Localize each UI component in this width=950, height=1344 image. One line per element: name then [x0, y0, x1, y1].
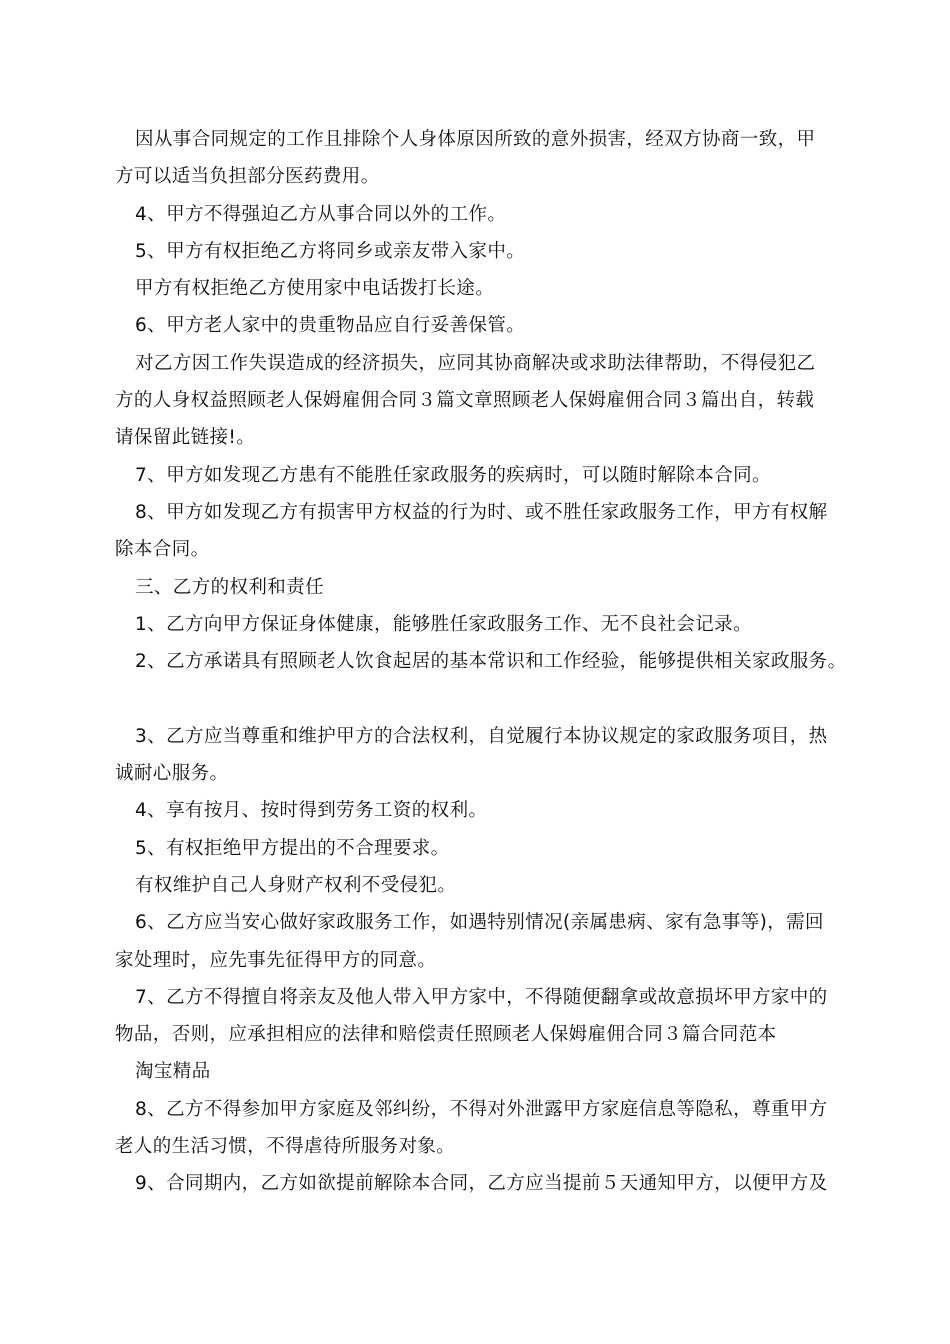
clause-7-line: 7、甲方如发现乙方患有不能胜任家政服务的疾病时，可以随时解除本合同。	[135, 464, 771, 486]
paragraph-line: 有权维护自己人身财产权利不受侵犯。	[135, 874, 457, 896]
clause-5-line: 5、甲方有权拒绝乙方将同乡或亲友带入家中。	[135, 240, 526, 262]
paragraph-line: 家处理时，应先事先征得甲方的同意。	[115, 949, 437, 971]
paragraph-line: 物品，否则，应承担相应的法律和赔偿责任照顾老人保姆雇佣合同３篇合同范本	[115, 1024, 777, 1046]
clause-4-line: 4、甲方不得强迫乙方从事合同以外的工作。	[135, 203, 507, 225]
clause-4-line: 4、享有按月、按时得到劳务工资的权利。	[135, 800, 488, 822]
clause-9-line: 9、合同期内，乙方如欲提前解除本合同，乙方应当提前５天通知甲方，以便甲方及	[135, 1173, 828, 1195]
paragraph-line: 淘宝精品	[135, 1061, 211, 1083]
clause-1-line: 1、乙方向甲方保证身体健康，能够胜任家政服务工作、无不良社会记录。	[135, 613, 752, 635]
clause-2-line: 2、乙方承诺具有照顾老人饮食起居的基本常识和工作经验，能够提供相关家政服务。	[135, 651, 847, 673]
clause-7-line: 7、乙方不得擅自将亲友及他人带入甲方家中，不得随便翻拿或故意损坏甲方家中的	[135, 986, 828, 1008]
paragraph-line: 老人的生活习惯，不得虐待所服务对象。	[115, 1136, 456, 1158]
clause-8-line: 8、乙方不得参加甲方家庭及邻纠纷，不得对外泄露甲方家庭信息等隐私，尊重甲方	[135, 1098, 828, 1120]
section-heading: 三、乙方的权利和责任	[135, 576, 325, 598]
paragraph-line: 请保留此链接!。	[115, 427, 256, 449]
paragraph-line: 除本合同。	[115, 539, 210, 561]
paragraph-line: 方的人身权益照顾老人保姆雇佣合同３篇文章照顾老人保姆雇佣合同３篇出自，转载	[115, 390, 815, 412]
paragraph-line: 诚耐心服务。	[115, 763, 229, 785]
clause-6-line: 6、乙方应当安心做好家政服务工作，如遇特别情况(亲属患病、家有急事等)，需回	[135, 912, 824, 934]
clause-3-line: 3、乙方应当尊重和维护甲方的合法权利，自觉履行本协议规定的家政服务项目，热	[135, 725, 828, 747]
clause-5-line: 5、有权拒绝甲方提出的不合理要求。	[135, 837, 450, 859]
clause-8-line: 8、甲方如发现乙方有损害甲方权益的行为时、或不胜任家政服务工作，甲方有权解	[135, 501, 828, 523]
paragraph-line: 方可以适当负担部分医药费用。	[115, 166, 380, 188]
paragraph-line: 因从事合同规定的工作且排除个人身体原因所致的意外损害，经双方协商一致，甲	[135, 129, 816, 150]
document-body	[115, 121, 845, 1203]
paragraph-line: 甲方有权拒绝乙方使用家中电话拨打长途。	[135, 278, 495, 300]
clause-6-line: 6、甲方老人家中的贵重物品应自行妥善保管。	[135, 315, 526, 337]
blank-line	[115, 680, 845, 717]
paragraph-line: 对乙方因工作失误造成的经济损失，应同其协商解决或求助法律帮助，不得侵犯乙	[135, 352, 816, 374]
